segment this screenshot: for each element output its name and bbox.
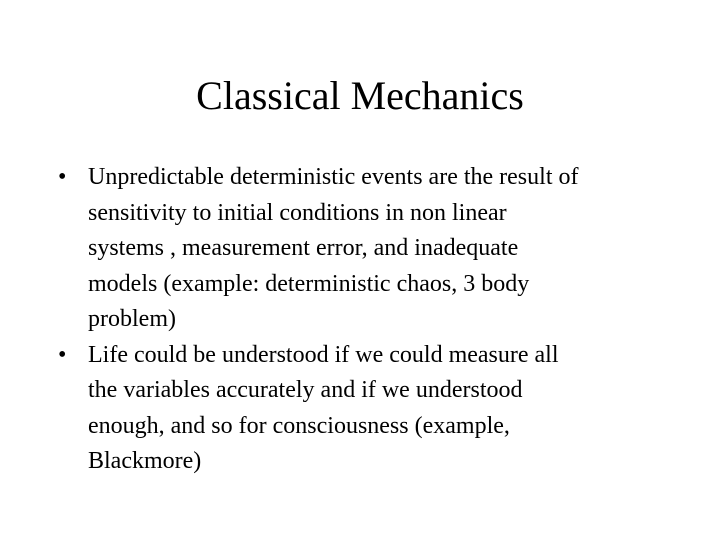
bullet-icon: •	[58, 164, 67, 190]
bullet-text-line: Life could be understood if we could measure all	[88, 341, 559, 368]
bullet-text-line: Blackmore)	[88, 448, 202, 474]
bullet-icon: •	[58, 341, 67, 368]
bullet-text-line: the variables accurately and if we understood	[88, 377, 523, 403]
slide-title: Classical Mechanics	[196, 73, 524, 118]
bullet-text-line: models (example: deterministic chaos, 3 body	[88, 270, 530, 297]
bullet-text-line: problem)	[88, 306, 176, 332]
bullet-list	[52, 160, 672, 480]
bullet-text-line: enough, and so for consciousness (example,	[88, 412, 510, 439]
bullet-text-line: systems , measurement error, and inadequate	[88, 235, 519, 261]
bullet-text-line: Unpredictable deterministic events are the result of	[88, 164, 579, 190]
bullet-item	[52, 160, 672, 338]
bullet-text-line: sensitivity to initial conditions in non linear	[88, 199, 507, 226]
bullet-item	[52, 338, 672, 480]
